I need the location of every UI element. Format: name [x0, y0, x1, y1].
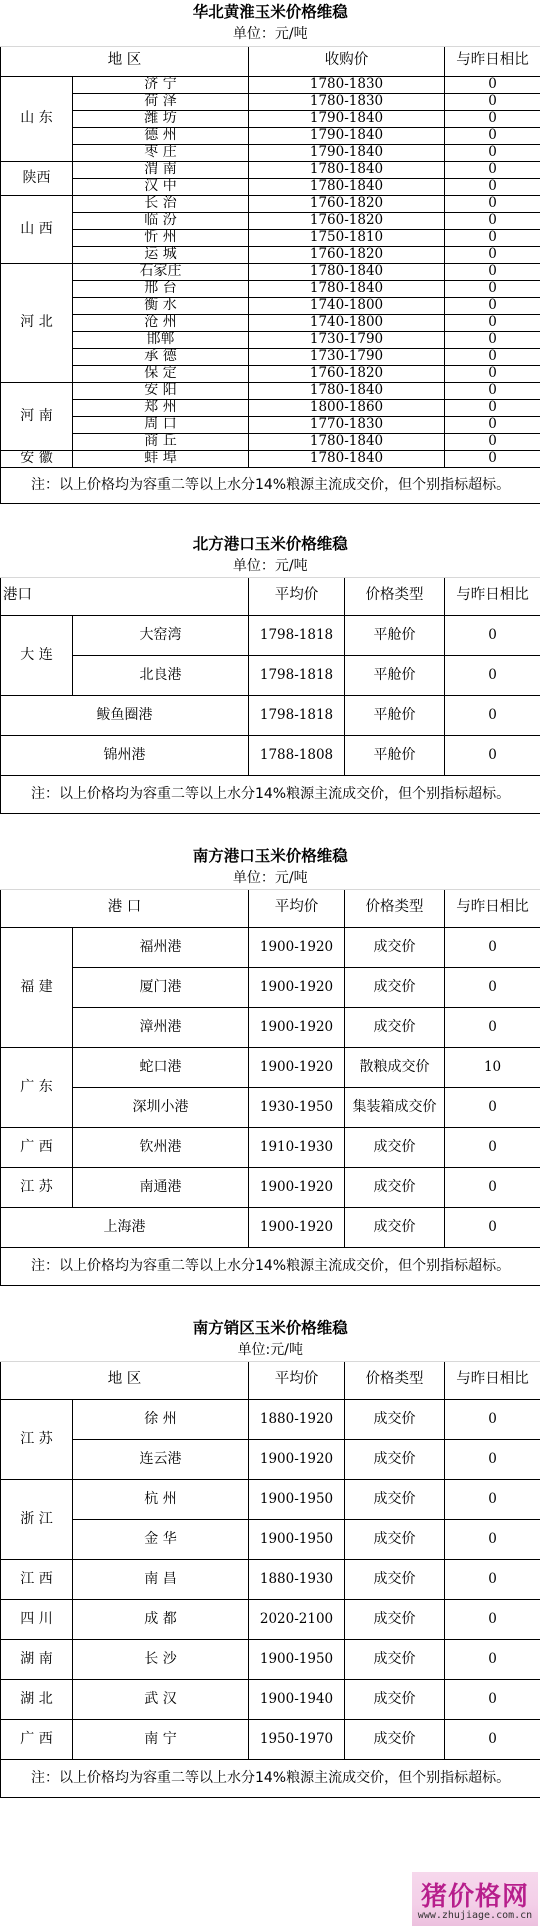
site-watermark [412, 1872, 538, 1926]
change-cell: 0 [445, 229, 540, 246]
header-avg-price: 平均价 [249, 577, 345, 615]
change-cell: 0 [445, 433, 540, 450]
region-cell: 江 西 [1, 1559, 73, 1599]
price-cell: 1900-1950 [249, 1479, 345, 1519]
section-title-row [1, 1315, 540, 1341]
section-title: 南方销区玉米价格维稳 [1, 1315, 540, 1341]
change-cell: 0 [445, 1087, 540, 1127]
city-cell: 商 丘 [73, 433, 249, 450]
change-cell: 0 [445, 1479, 540, 1519]
city-cell: 长 治 [73, 195, 249, 212]
section-gap [1, 503, 540, 531]
price-cell: 1900-1920 [249, 967, 345, 1007]
price-cell: 1930-1950 [249, 1087, 345, 1127]
province-cell: 河 南 [1, 382, 73, 450]
note-row [1, 775, 540, 813]
spacer [1, 503, 540, 531]
change-cell: 0 [445, 695, 540, 735]
header-price-type: 价格类型 [345, 577, 445, 615]
table-row [1, 1087, 540, 1127]
price-cell: 1760-1820 [249, 246, 445, 263]
city-cell: 济 宁 [73, 76, 249, 93]
change-cell: 0 [445, 246, 540, 263]
price-cell: 1910-1930 [249, 1127, 345, 1167]
table-row [1, 1399, 540, 1439]
change-cell: 0 [445, 178, 540, 195]
section-gap [1, 813, 540, 843]
city-cell: 周 口 [73, 416, 249, 433]
region-cell: 福 建 [1, 927, 73, 1047]
section-title: 南方港口玉米价格维稳 [1, 843, 540, 869]
province-cell: 陕西 [1, 161, 73, 195]
city-cell: 沧 州 [73, 314, 249, 331]
port-cell: 钦州港 [73, 1127, 249, 1167]
table-row [1, 246, 540, 263]
table-row [1, 1207, 540, 1247]
price-cell: 1780-1840 [249, 263, 445, 280]
change-cell: 0 [445, 735, 540, 775]
unit-row [1, 557, 540, 577]
price-cell: 1780-1840 [249, 382, 445, 399]
city-cell: 忻 州 [73, 229, 249, 246]
table-row [1, 1167, 540, 1207]
price-cell: 1780-1840 [249, 280, 445, 297]
note-row [1, 1247, 540, 1285]
port-cell: 锦州港 [1, 735, 249, 775]
table-row [1, 1047, 540, 1087]
city-cell: 成 都 [73, 1599, 249, 1639]
header-row [1, 46, 540, 76]
footnote: 注：以上价格均为容重二等以上水分14%粮源主流成交价，但个别指标超标。 [1, 1247, 540, 1285]
price-cell: 1900-1920 [249, 1439, 345, 1479]
region-cell: 四 川 [1, 1599, 73, 1639]
table-row [1, 1679, 540, 1719]
city-cell: 德 州 [73, 127, 249, 144]
table-row [1, 695, 540, 735]
price-cell: 1760-1820 [249, 195, 445, 212]
table-row [1, 1479, 540, 1519]
change-cell: 0 [445, 1127, 540, 1167]
price-type-cell: 成交价 [345, 1519, 445, 1559]
change-cell: 0 [445, 76, 540, 93]
table-row [1, 399, 540, 416]
price-type-cell: 成交价 [345, 1479, 445, 1519]
price-cell: 1730-1790 [249, 348, 445, 365]
price-type-cell: 成交价 [345, 927, 445, 967]
city-cell: 蚌 埠 [73, 450, 249, 467]
change-cell: 0 [445, 110, 540, 127]
section-title: 北方港口玉米价格维稳 [1, 531, 540, 557]
header-price-type: 价格类型 [345, 889, 445, 927]
city-cell: 郑 州 [73, 399, 249, 416]
unit-row [1, 869, 540, 889]
table-row [1, 433, 540, 450]
table-row [1, 1559, 540, 1599]
change-cell: 0 [445, 450, 540, 467]
price-type-cell: 平舱价 [345, 655, 445, 695]
change-cell: 0 [445, 93, 540, 110]
region-cell: 浙 江 [1, 1479, 73, 1559]
table-row [1, 365, 540, 382]
port-cell: 漳州港 [73, 1007, 249, 1047]
section-title-row [1, 843, 540, 869]
change-cell: 0 [445, 263, 540, 280]
region-cell: 广 东 [1, 1047, 73, 1127]
change-cell: 10 [445, 1047, 540, 1087]
table-row [1, 229, 540, 246]
table-row [1, 655, 540, 695]
price-type-cell: 成交价 [345, 1207, 445, 1247]
table-row [1, 382, 540, 399]
port-cell: 南通港 [73, 1167, 249, 1207]
header-price: 收购价 [249, 46, 445, 76]
city-cell: 潍 坊 [73, 110, 249, 127]
table-row [1, 93, 540, 110]
change-cell: 0 [445, 382, 540, 399]
price-type-cell: 平舱价 [345, 735, 445, 775]
table-row [1, 1439, 540, 1479]
price-type-cell: 成交价 [345, 1679, 445, 1719]
city-cell: 金 华 [73, 1519, 249, 1559]
change-cell: 0 [445, 1719, 540, 1759]
city-cell: 荷 泽 [73, 93, 249, 110]
change-cell: 0 [445, 1007, 540, 1047]
price-cell: 1798-1818 [249, 655, 345, 695]
price-cell: 2020-2100 [249, 1599, 345, 1639]
table-row [1, 1599, 540, 1639]
price-type-cell: 散粮成交价 [345, 1047, 445, 1087]
table-row [1, 967, 540, 1007]
price-cell: 1790-1840 [249, 127, 445, 144]
region-cell: 湖 北 [1, 1679, 73, 1719]
price-type-cell: 成交价 [345, 1127, 445, 1167]
change-cell: 0 [445, 927, 540, 967]
price-cell: 1790-1840 [249, 110, 445, 127]
price-type-cell: 成交价 [345, 1439, 445, 1479]
price-type-cell: 集装箱成交价 [345, 1087, 445, 1127]
table-row [1, 161, 540, 178]
table-row [1, 1519, 540, 1559]
table-row [1, 1639, 540, 1679]
table-row [1, 127, 540, 144]
price-cell: 1740-1800 [249, 297, 445, 314]
price-type-cell: 平舱价 [345, 695, 445, 735]
city-cell: 石家庄 [73, 263, 249, 280]
note-row [1, 467, 540, 503]
unit-label: 单位:元/吨 [1, 1341, 540, 1361]
table-row [1, 110, 540, 127]
header-price-type: 价格类型 [345, 1361, 445, 1399]
header-region: 地 区 [1, 1361, 249, 1399]
header-row [1, 577, 540, 615]
region-cell: 江 苏 [1, 1399, 73, 1479]
note-row [1, 1759, 540, 1797]
port-cell: 大窑湾 [73, 615, 249, 655]
port-cell: 上海港 [1, 1207, 249, 1247]
table-row [1, 280, 540, 297]
region-cell: 江 苏 [1, 1167, 73, 1207]
change-cell: 0 [445, 314, 540, 331]
table-row [1, 416, 540, 433]
price-cell: 1740-1800 [249, 314, 445, 331]
header-row [1, 889, 540, 927]
price-cell: 1780-1840 [249, 433, 445, 450]
city-cell: 枣 庄 [73, 144, 249, 161]
region-cell: 广 西 [1, 1719, 73, 1759]
table-row [1, 1127, 540, 1167]
city-cell: 安 阳 [73, 382, 249, 399]
price-type-cell: 成交价 [345, 1639, 445, 1679]
city-cell: 渭 南 [73, 161, 249, 178]
city-cell: 南 宁 [73, 1719, 249, 1759]
price-type-cell: 成交价 [345, 1719, 445, 1759]
table-row [1, 331, 540, 348]
section-gap [1, 1285, 540, 1315]
table-row [1, 348, 540, 365]
price-cell: 1798-1818 [249, 695, 345, 735]
spacer [1, 813, 540, 843]
price-type-cell: 成交价 [345, 1399, 445, 1439]
change-cell: 0 [445, 1639, 540, 1679]
price-type-cell: 成交价 [345, 1599, 445, 1639]
change-cell: 0 [445, 1559, 540, 1599]
price-cell: 1798-1818 [249, 615, 345, 655]
change-cell: 0 [445, 127, 540, 144]
header-port: 港 口 [1, 889, 249, 927]
price-type-cell: 平舱价 [345, 615, 445, 655]
price-cell: 1780-1840 [249, 450, 445, 467]
price-cell: 1760-1820 [249, 212, 445, 229]
city-cell: 连云港 [73, 1439, 249, 1479]
unit-row [1, 24, 540, 46]
city-cell: 长 沙 [73, 1639, 249, 1679]
city-cell: 运 城 [73, 246, 249, 263]
header-avg-price: 平均价 [249, 1361, 345, 1399]
city-cell: 南 昌 [73, 1559, 249, 1599]
city-cell: 衡 水 [73, 297, 249, 314]
table-row [1, 615, 540, 655]
section-title-row [1, 0, 540, 24]
change-cell: 0 [445, 161, 540, 178]
unit-label: 单位：元/吨 [1, 557, 540, 577]
region-cell: 湖 南 [1, 1639, 73, 1679]
footnote: 注：以上价格均为容重二等以上水分14%粮源主流成交价，但个别指标超标。 [1, 1759, 540, 1797]
city-cell: 承 德 [73, 348, 249, 365]
change-cell: 0 [445, 1167, 540, 1207]
change-cell: 0 [445, 1439, 540, 1479]
price-cell: 1880-1930 [249, 1559, 345, 1599]
header-avg-price: 平均价 [249, 889, 345, 927]
table-row [1, 144, 540, 161]
change-cell: 0 [445, 1679, 540, 1719]
change-cell: 0 [445, 280, 540, 297]
table-row [1, 178, 540, 195]
price-cell: 1800-1860 [249, 399, 445, 416]
price-cell: 1780-1840 [249, 161, 445, 178]
price-cell: 1780-1840 [249, 178, 445, 195]
header-change: 与昨日相比 [445, 1361, 540, 1399]
change-cell: 0 [445, 1399, 540, 1439]
price-cell: 1730-1790 [249, 331, 445, 348]
change-cell: 0 [445, 1519, 540, 1559]
province-cell: 河 北 [1, 263, 73, 382]
table-row [1, 263, 540, 280]
change-cell: 0 [445, 348, 540, 365]
change-cell: 0 [445, 655, 540, 695]
change-cell: 0 [445, 365, 540, 382]
city-cell: 杭 州 [73, 1479, 249, 1519]
watermark-logo: 猪价格网 [420, 1882, 529, 1912]
header-change: 与昨日相比 [445, 46, 540, 76]
change-cell: 0 [445, 1599, 540, 1639]
price-cell: 1900-1950 [249, 1639, 345, 1679]
unit-label: 单位：元/吨 [1, 24, 540, 46]
price-cell: 1780-1830 [249, 76, 445, 93]
price-cell: 1900-1920 [249, 1047, 345, 1087]
change-cell: 0 [445, 1207, 540, 1247]
change-cell: 0 [445, 297, 540, 314]
table-row [1, 314, 540, 331]
port-cell: 深圳小港 [73, 1087, 249, 1127]
price-cell: 1900-1950 [249, 1519, 345, 1559]
price-cell: 1750-1810 [249, 229, 445, 246]
price-cell: 1788-1808 [249, 735, 345, 775]
footnote: 注：以上价格均为容重二等以上水分14%粮源主流成交价，但个别指标超标。 [1, 467, 540, 503]
region-cell: 大 连 [1, 615, 73, 695]
watermark-url: www.zhujiage.com.cn [417, 1910, 533, 1921]
table-row [1, 1007, 540, 1047]
header-change: 与昨日相比 [445, 577, 540, 615]
price-type-cell: 成交价 [345, 1167, 445, 1207]
change-cell: 0 [445, 195, 540, 212]
province-cell: 安 徽 [1, 450, 73, 467]
city-cell: 临 汾 [73, 212, 249, 229]
change-cell: 0 [445, 615, 540, 655]
table-row [1, 450, 540, 467]
header-row [1, 1361, 540, 1399]
change-cell: 0 [445, 144, 540, 161]
change-cell: 0 [445, 331, 540, 348]
price-cell: 1780-1830 [249, 93, 445, 110]
section-title-row [1, 531, 540, 557]
price-cell: 1900-1920 [249, 1207, 345, 1247]
port-cell: 厦门港 [73, 967, 249, 1007]
table-row [1, 212, 540, 229]
change-cell: 0 [445, 399, 540, 416]
port-cell: 福州港 [73, 927, 249, 967]
port-cell: 蛇口港 [73, 1047, 249, 1087]
header-change: 与昨日相比 [445, 889, 540, 927]
section-title: 华北黄淮玉米价格维稳 [1, 0, 540, 24]
province-cell: 山 东 [1, 76, 73, 161]
footnote: 注：以上价格均为容重二等以上水分14%粮源主流成交价，但个别指标超标。 [1, 775, 540, 813]
change-cell: 0 [445, 416, 540, 433]
price-type-cell: 成交价 [345, 967, 445, 1007]
city-cell: 邢 台 [73, 280, 249, 297]
price-cell: 1900-1920 [249, 1167, 345, 1207]
city-cell: 保 定 [73, 365, 249, 382]
price-cell: 1950-1970 [249, 1719, 345, 1759]
table-row [1, 76, 540, 93]
unit-label: 单位：元/吨 [1, 869, 540, 889]
change-cell: 0 [445, 967, 540, 1007]
price-cell: 1900-1920 [249, 1007, 345, 1047]
header-region: 地 区 [1, 46, 249, 76]
table-row [1, 735, 540, 775]
city-cell: 徐 州 [73, 1399, 249, 1439]
change-cell: 0 [445, 212, 540, 229]
region-cell: 广 西 [1, 1127, 73, 1167]
price-cell: 1760-1820 [249, 365, 445, 382]
price-cell: 1770-1830 [249, 416, 445, 433]
price-cell: 1900-1940 [249, 1679, 345, 1719]
port-cell: 北良港 [73, 655, 249, 695]
table-row [1, 1719, 540, 1759]
table-row [1, 297, 540, 314]
province-cell: 山 西 [1, 195, 73, 263]
price-cell: 1900-1920 [249, 927, 345, 967]
price-type-cell: 成交价 [345, 1559, 445, 1599]
header-port: 港口 [1, 577, 249, 615]
spacer [1, 1285, 540, 1315]
table-row [1, 195, 540, 212]
city-cell: 汉 中 [73, 178, 249, 195]
price-cell: 1790-1840 [249, 144, 445, 161]
table-row [1, 927, 540, 967]
unit-row [1, 1341, 540, 1361]
price-type-cell: 成交价 [345, 1007, 445, 1047]
price-cell: 1880-1920 [249, 1399, 345, 1439]
city-cell: 武 汉 [73, 1679, 249, 1719]
port-cell: 鲅鱼圈港 [1, 695, 249, 735]
city-cell: 邯郸 [73, 331, 249, 348]
